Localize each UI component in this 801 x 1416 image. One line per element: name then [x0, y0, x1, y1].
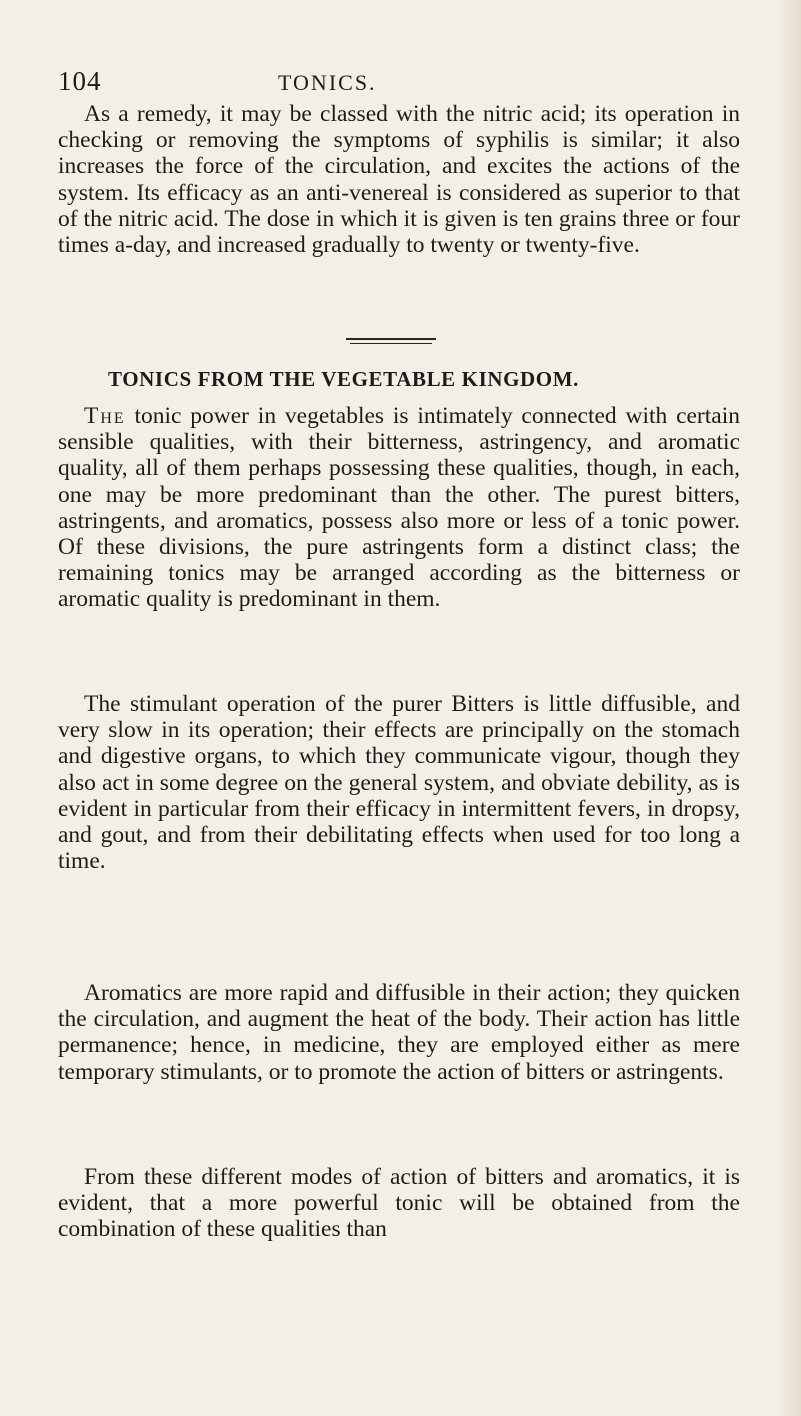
page-header — [58, 66, 738, 102]
paragraph-lead-word: The — [84, 403, 126, 429]
page-edge-shadow — [779, 0, 801, 1416]
paragraph-mercury-remedy: As a remedy, it may be classed with the nitric acid; its operation in checking or removing the symptoms of syphilis is similar; it also increases the force of the circulation, and excites the actions of the system. Its efficacy as an anti-venereal is considered as superior to that of the nitric acid. The dose in which it is given is ten grains three or four times a-day, and increased gradually to twenty or twenty-five. — [58, 101, 740, 259]
paragraph-tonic-power — [58, 403, 740, 613]
running-head: TONICS. — [278, 70, 377, 95]
page-number: 104 — [58, 66, 102, 96]
paragraph-bitters: The stimulant operation of the purer Bitters is little diffusible, and very slow in its operation; their effects are principally on the stomach and digestive organs, to which they communicate vigour, though they also act in some degree on the general system, and obviate debility, as is evident in particular from their efficacy in intermittent fevers, in dropsy, and gout, and from their debilitating effects when used for too long a time. — [58, 691, 740, 875]
paragraph-body: tonic power in vegetables is intimately connected with certain sensible qualities, with their bitterness, astringency, and aromatic quality, all of them perhaps possessing these qualities, though, in each, one may be more predominant than the other. The purest bitters, astringents, and aromatics, possess also more or less of a tonic power. Of these divisions, the pure astringents form a distinct class; the remaining tonics may be arranged according as the bitterness or aromatic quality is predominant in them. — [58, 403, 740, 613]
paragraph-aromatics: Aromatics are more rapid and diffusible in their action; they quicken the circulation, and augment the heat of the body. Their action has little permanence; hence, in medicine, they are employed either as mere temporary stimulants, or to promote the action of bitters or astringents. — [58, 980, 740, 1085]
section-divider-thin — [350, 343, 432, 344]
section-divider — [346, 338, 436, 340]
paragraph-combination: From these different modes of action of bitters and aromatics, it is evident, that a more powerful tonic will be obtained from the combination of these qualities than — [58, 1164, 740, 1243]
section-title: TONICS FROM THE VEGETABLE KINGDOM. — [108, 367, 580, 391]
